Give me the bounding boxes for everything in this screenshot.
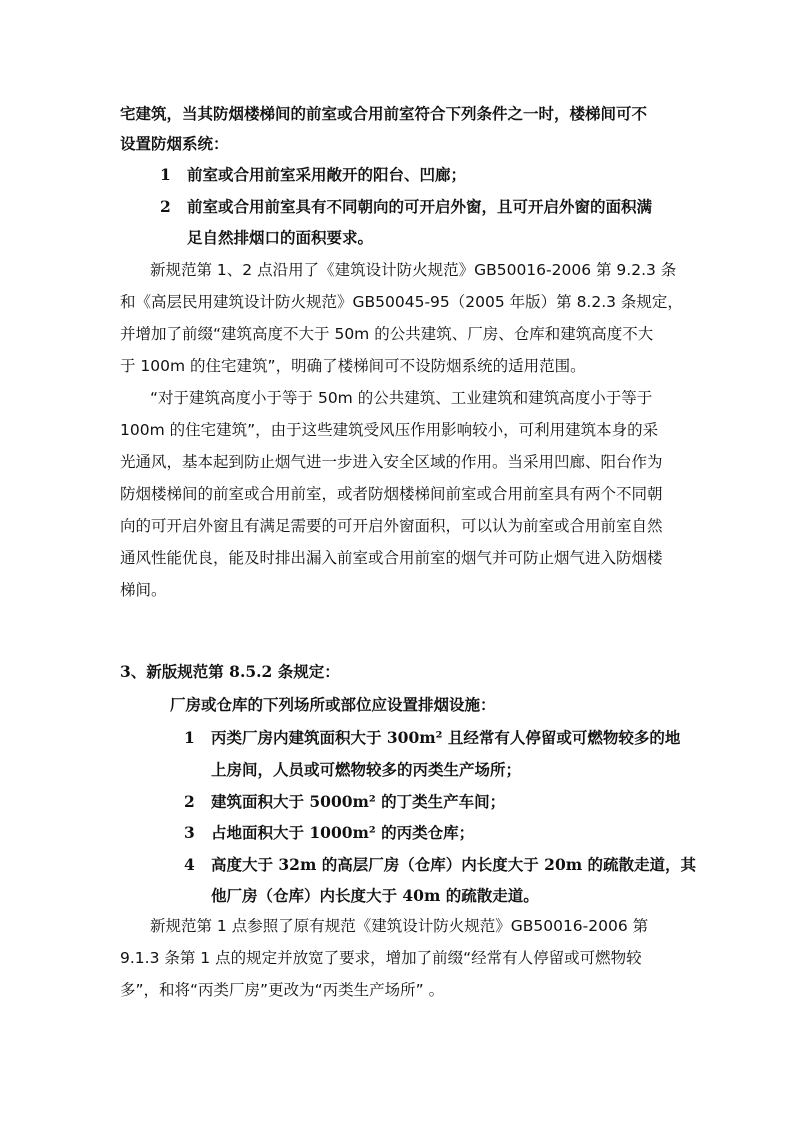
section1-para1-line-3: 并增加了前缀“建筑高度不大于 50m 的公共建筑、厂房、仓库和建筑高度不大 xyxy=(120,325,654,343)
section3-para-line-1: 新规范第 1 点参照了原有规范《建筑设计防火规范》GB50016-2006 第 xyxy=(150,917,649,935)
section3-para-line-2: 9.1.3 条第 1 点的规定并放宽了要求，增加了前缀“经常有人停留或可燃物较 xyxy=(120,949,642,967)
section3-heading: 3、新版规范第 8.5.2 条规定： xyxy=(120,662,340,681)
section1-para2-line-3: 光通风，基本起到防止烟气进一步进入安全区域的作用。当采用凹廊、阳台作为 xyxy=(120,453,663,471)
section1-para2-line-5: 向的可开启外窗且有满足需要的可开启外窗面积，可以认为前室或合用前室自然 xyxy=(120,517,663,535)
section1-item-2-number: 2 xyxy=(160,197,171,216)
section1-para1-line-1: 新规范第 1、2 点沿用了《建筑设计防火规范》GB50016-2006 第 9.2.3 条 xyxy=(150,261,677,279)
section1-para1-line-2: 和《高层民用建筑设计防火规范》GB50045-95（2005 年版）第 8.2.3 条规定， xyxy=(120,293,683,311)
section1-para2-line-7: 梯间。 xyxy=(120,581,167,599)
section1-para2-line-2: 100m 的住宅建筑”，由于这些建筑受风压作用影响较小，可利用建筑本身的采 xyxy=(120,421,659,439)
section3-item-4-text-line-2: 他厂房（仓库）内长度大于 40m 的疏散走道。 xyxy=(211,886,539,905)
section3-intro: 厂房或仓库的下列场所或部位应设置排烟设施： xyxy=(170,695,496,714)
section3-item-1-text-line-2: 上房间，人员或可燃物较多的丙类生产场所； xyxy=(211,760,522,779)
section1-item-1-number: 1 xyxy=(160,165,171,184)
section1-item-1-text: 前室或合用前室采用敞开的阳台、凹廊； xyxy=(187,165,467,184)
section3-item-4-text-line-1: 高度大于 32m 的高层厂房（仓库）内长度大于 20m 的疏散走道，其 xyxy=(211,855,697,874)
section1-tail-line-1: 宅建筑，当其防烟楼梯间的前室或合用前室符合下列条件之一时，楼梯间可不 xyxy=(120,104,648,123)
section3-item-2-number: 2 xyxy=(184,792,195,811)
section1-para2-line-6: 通风性能优良，能及时排出漏入前室或合用前室的烟气并可防止烟气进入防烟楼 xyxy=(120,549,663,567)
section1-para1-line-4: 于 100m 的住宅建筑”，明确了楼梯间可不设防烟系统的适用范围。 xyxy=(120,357,586,375)
section1-para2-line-4: 防烟楼梯间的前室或合用前室，或者防烟楼梯间前室或合用前室具有两个不同朝 xyxy=(120,485,663,503)
section3-item-4-number: 4 xyxy=(184,855,195,874)
section1-item-2-text-line-2: 足自然排烟口的面积要求。 xyxy=(187,228,374,247)
section1-tail-line-2: 设置防烟系统： xyxy=(120,134,229,153)
section3-para-line-3: 多”，和将“丙类厂房”更改为“丙类生产场所” 。 xyxy=(120,981,445,999)
section3-item-3-number: 3 xyxy=(184,823,195,842)
section1-para2-line-1: “对于建筑高度小于等于 50m 的公共建筑、工业建筑和建筑高度小于等于 xyxy=(150,389,653,407)
section3-item-3-text: 占地面积大于 1000m² 的丙类仓库； xyxy=(211,823,475,842)
section1-item-2-text-line-1: 前室或合用前室具有不同朝向的可开启外窗，且可开启外窗的面积满 xyxy=(187,197,653,216)
section3-item-2-text: 建筑面积大于 5000m² 的丁类生产车间； xyxy=(211,792,506,811)
section3-item-1-text-line-1: 丙类厂房内建筑面积大于 300m² 且经常有人停留或可燃物较多的地 xyxy=(211,728,681,747)
section3-item-1-number: 1 xyxy=(184,728,195,747)
